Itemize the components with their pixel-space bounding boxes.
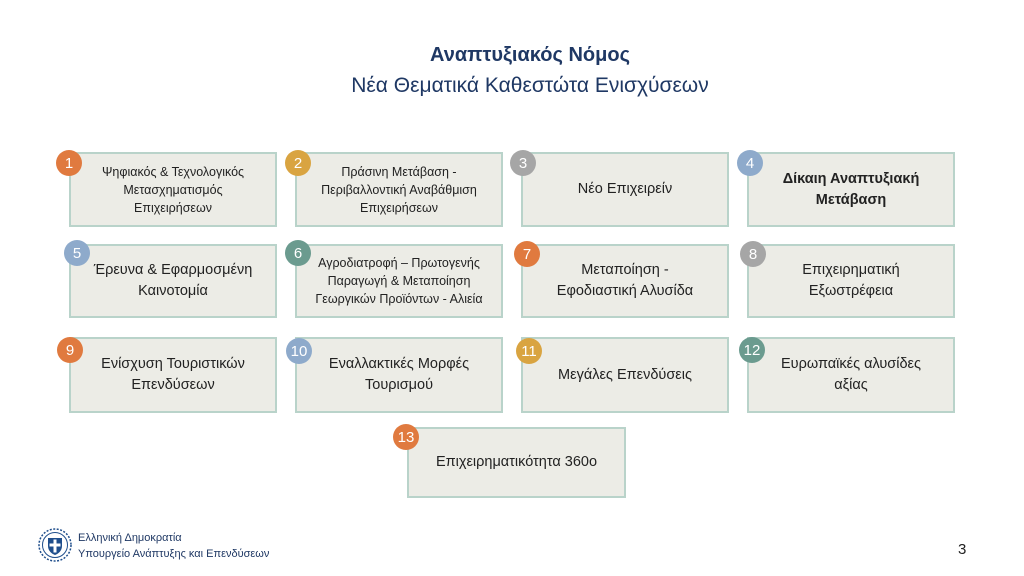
- page-title: Αναπτυξιακός Νόμος: [430, 44, 630, 66]
- regime-box-6: Αγροδιατροφή – Πρωτογενής Παραγωγή & Μεταποίηση Γεωργικών Προϊόντων - Αλιεία: [295, 244, 503, 318]
- regime-box-12: Ευρωπαϊκές αλυσίδες αξίας: [747, 337, 955, 413]
- greek-coat-of-arms-icon: [38, 528, 72, 562]
- regime-box-13: Επιχειρηματικότητα 360ο: [407, 427, 626, 498]
- badge-7: 7: [514, 241, 540, 267]
- regime-box-3: Νέο Επιχειρείν: [521, 152, 729, 227]
- regime-box-9: Ενίσχυση Τουριστικών Επενδύσεων: [69, 337, 277, 413]
- regime-box-10: Εναλλακτικές Μορφές Τουρισμού: [295, 337, 503, 413]
- footer-org-line2: Υπουργείο Ανάπτυξης και Επενδύσεων: [78, 548, 270, 560]
- badge-3: 3: [510, 150, 536, 176]
- regime-box-8: Επιχειρηματική Εξωστρέφεια: [747, 244, 955, 318]
- badge-2: 2: [285, 150, 311, 176]
- badge-10: 10: [286, 338, 312, 364]
- badge-9: 9: [57, 337, 83, 363]
- regime-box-11: Μεγάλες Επενδύσεις: [521, 337, 729, 413]
- page-subtitle: Νέα Θεματικά Καθεστώτα Ενισχύσεων: [351, 74, 709, 97]
- badge-13: 13: [393, 424, 419, 450]
- regime-box-4: Δίκαιη Αναπτυξιακή Μετάβαση: [747, 152, 955, 227]
- badge-12: 12: [739, 337, 765, 363]
- regime-box-5: Έρευνα & Εφαρμοσμένη Καινοτομία: [69, 244, 277, 318]
- badge-11: 11: [516, 338, 542, 364]
- badge-5: 5: [64, 240, 90, 266]
- badge-4: 4: [737, 150, 763, 176]
- page-number: 3: [958, 541, 967, 558]
- regime-box-2: Πράσινη Μετάβαση - Περιβαλλοντική Αναβάθμιση Επιχειρήσεων: [295, 152, 503, 227]
- regime-box-7: Μεταποίηση - Εφοδιαστική Αλυσίδα: [521, 244, 729, 318]
- badge-6: 6: [285, 240, 311, 266]
- badge-8: 8: [740, 241, 766, 267]
- regime-box-1: Ψηφιακός & Τεχνολογικός Μετασχηματισμός Επιχειρήσεων: [69, 152, 277, 227]
- footer-org-line1: Ελληνική Δημοκρατία: [78, 532, 182, 544]
- badge-1: 1: [56, 150, 82, 176]
